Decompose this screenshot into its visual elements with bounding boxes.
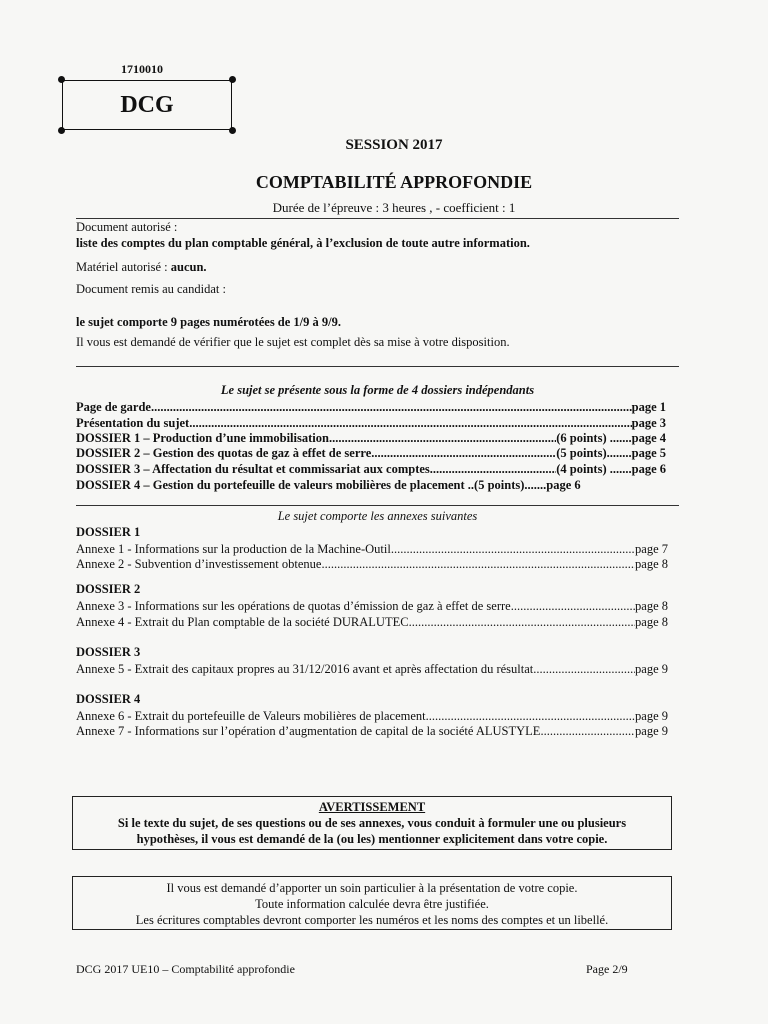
toc-points: (5 points)....... bbox=[474, 478, 547, 492]
corner-dot bbox=[229, 127, 236, 134]
annex-page: page 8 bbox=[635, 557, 668, 571]
subject-title: COMPTABILITÉ APPROFONDIE bbox=[255, 172, 533, 192]
toc-label: Page de garde bbox=[76, 400, 151, 414]
toc-label: Présentation du sujet bbox=[76, 416, 190, 430]
exam-code: 1710010 bbox=[121, 62, 163, 76]
toc-row bbox=[76, 399, 666, 415]
annex-page: page 8 bbox=[635, 599, 668, 613]
corner-dot bbox=[229, 76, 236, 83]
corner-dot bbox=[58, 127, 65, 134]
toc-row bbox=[76, 477, 666, 493]
toc-row bbox=[76, 445, 666, 461]
doc-authorized-label: Document autorisé : bbox=[76, 220, 178, 234]
annex-row bbox=[76, 708, 668, 724]
annex-page: page 8 bbox=[635, 615, 668, 629]
toc-title: Le sujet se présente sous la forme de 4 dossiers indépendants bbox=[220, 383, 535, 397]
annex-page: page 9 bbox=[635, 724, 668, 738]
annex-label: Annexe 3 - Informations sur les opérations de quotas d’émission de gaz à effet de serre bbox=[76, 599, 511, 613]
annex-label: Annexe 6 - Extrait du portefeuille de Valeurs mobilières de placement bbox=[76, 709, 426, 723]
doc-authorized-value: liste des comptes du plan comptable général, à l’exclusion de toute autre information. bbox=[76, 236, 530, 250]
material-value: aucun. bbox=[170, 260, 207, 274]
dossier-heading: DOSSIER 3 bbox=[76, 645, 141, 659]
corner-dot bbox=[58, 76, 65, 83]
toc-page: page 1 bbox=[631, 400, 666, 414]
annex-row bbox=[76, 598, 668, 614]
warning-box bbox=[72, 796, 672, 850]
annex-row bbox=[76, 661, 668, 677]
annex-page: page 9 bbox=[635, 662, 668, 676]
toc-label: DOSSIER 3 – Affectation du résultat et commissariat aux comptes bbox=[76, 462, 430, 476]
info-line: Les écritures comptables devront comporter les numéros et les noms des comptes et un libellé. bbox=[135, 913, 609, 927]
toc-page: page 3 bbox=[631, 416, 666, 430]
pages-note: le sujet comporte 9 pages numérotées de 1/9 à 9/9. bbox=[76, 315, 342, 329]
annex-row bbox=[76, 723, 668, 739]
warning-title: AVERTISSEMENT bbox=[318, 800, 426, 814]
annex-row bbox=[76, 556, 668, 572]
annex-label: Annexe 4 - Extrait du Plan comptable de la société DURALUTEC bbox=[76, 615, 409, 629]
annex-label: Annexe 1 - Informations sur la production de la Machine-Outil bbox=[76, 542, 391, 556]
annex-row bbox=[76, 541, 668, 557]
toc-points: (4 points) ....... bbox=[556, 462, 632, 476]
annex-page: page 7 bbox=[635, 542, 668, 556]
toc-page: page 6 bbox=[631, 462, 666, 476]
toc-label: DOSSIER 1 – Production d’une immobilisation bbox=[76, 431, 329, 445]
annex-page: page 9 bbox=[635, 709, 668, 723]
dossier-heading: DOSSIER 2 bbox=[76, 582, 141, 596]
toc-page: page 6 bbox=[546, 478, 581, 492]
logo-text: DCG bbox=[120, 91, 174, 118]
dcg-logo bbox=[62, 80, 232, 130]
warning-line: hypothèses, il vous est demandé de la (ou les) mentionner explicitement dans votre copie. bbox=[136, 832, 608, 846]
duration-line: Durée de l’épreuve : 3 heures , - coefficient : 1 bbox=[272, 200, 516, 215]
check-note: Il vous est demandé de vérifier que le sujet est complet dès sa mise à votre disposition. bbox=[76, 335, 510, 349]
dossier-heading: DOSSIER 4 bbox=[76, 692, 141, 706]
divider bbox=[76, 366, 679, 367]
info-line: Il vous est demandé d’apporter un soin particulier à la présentation de votre copie. bbox=[166, 881, 578, 895]
warning-line: Si le texte du sujet, de ses questions ou de ses annexes, vous conduit à formuler une ou plusieurs bbox=[117, 816, 627, 830]
doc-given: Document remis au candidat : bbox=[76, 282, 226, 296]
toc-page: page 5 bbox=[631, 446, 666, 460]
dossier-heading: DOSSIER 1 bbox=[76, 525, 141, 539]
annexes-title: Le sujet comporte les annexes suivantes bbox=[277, 509, 478, 523]
info-box bbox=[72, 876, 672, 930]
toc-label: DOSSIER 4 – Gestion du portefeuille de valeurs mobilières de placement .. bbox=[76, 478, 475, 492]
session-title: SESSION 2017 bbox=[345, 137, 443, 153]
material-label: Matériel autorisé : bbox=[76, 260, 168, 274]
annex-label: Annexe 7 - Informations sur l’opération d’augmentation de capital de la société ALUSTYLE bbox=[76, 724, 541, 738]
toc-row bbox=[76, 415, 666, 431]
toc-page: page 4 bbox=[631, 431, 666, 445]
annex-row bbox=[76, 614, 668, 630]
toc-row bbox=[76, 430, 666, 446]
info-line: Toute information calculée devra être justifiée. bbox=[255, 897, 489, 911]
material-line bbox=[76, 259, 207, 275]
toc-points: (6 points) ....... bbox=[556, 431, 632, 445]
footer-title: DCG 2017 UE10 – Comptabilité approfondie bbox=[76, 962, 295, 976]
toc-label: DOSSIER 2 – Gestion des quotas de gaz à effet de serre bbox=[76, 446, 372, 460]
toc-points: (5 points)........ bbox=[556, 446, 632, 460]
divider bbox=[76, 505, 679, 506]
annex-label: Annexe 2 - Subvention d’investissement obtenue bbox=[76, 557, 322, 571]
annex-label: Annexe 5 - Extrait des capitaux propres au 31/12/2016 avant et après affectation du résultat bbox=[76, 662, 534, 676]
toc-row bbox=[76, 461, 666, 477]
page-number: Page 2/9 bbox=[586, 962, 628, 976]
